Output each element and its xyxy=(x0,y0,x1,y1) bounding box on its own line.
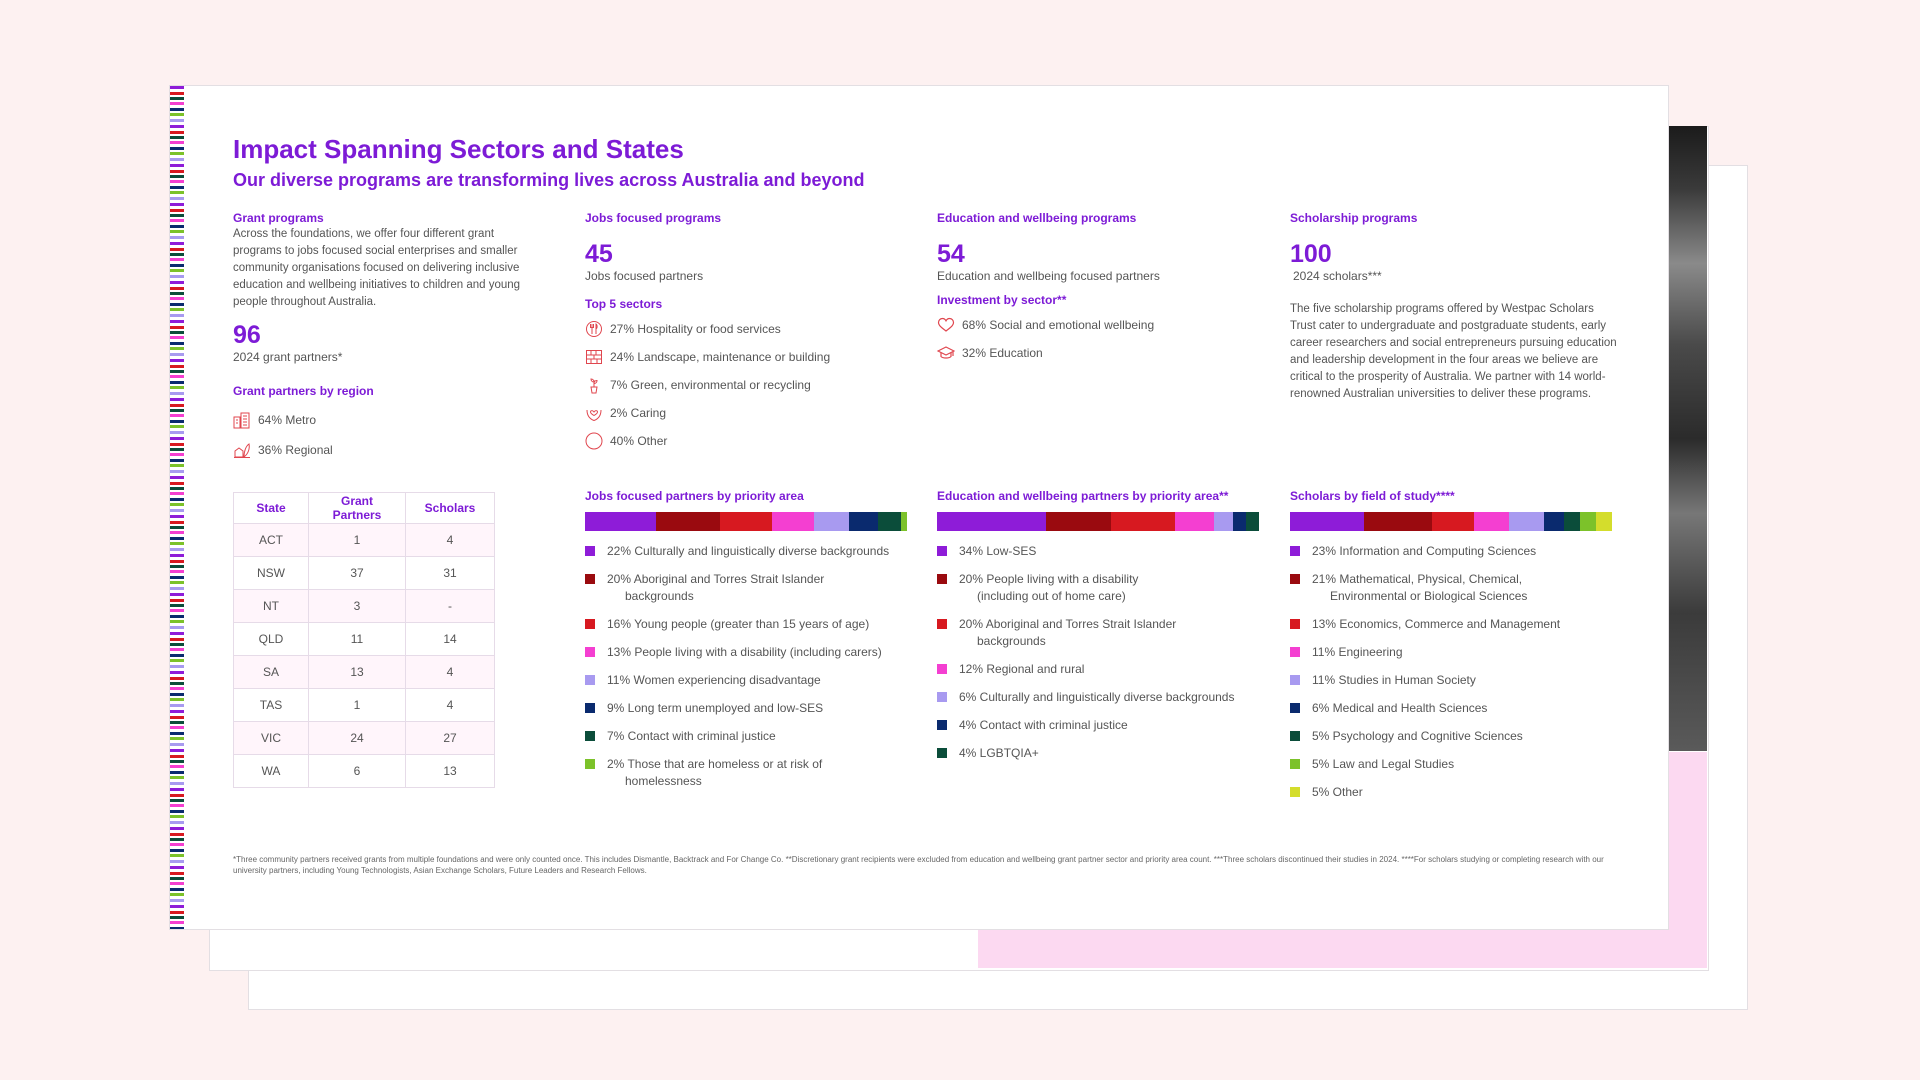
stacked-bar xyxy=(585,512,907,531)
footnote: *Three community partners received grants from multiple foundations and were only counted once. This includes Dismantle, Backtrack and For Change Co. **Discretionary grant recipients were excluded from education and wellbeing grant partner sector and priority area count. ***Three scholars discontinued their studies in 2024. ****For scholars studying or completing research with our university partners, including Young Technologists, Asian Exchange Scholars, Future Leaders and Research Fellows. xyxy=(233,855,1604,875)
legend-item xyxy=(1290,700,1612,717)
sector-label: 27% Hospitality or food services xyxy=(610,322,781,336)
legend-label-continued: (including out of home care) xyxy=(977,589,1126,603)
scholarship-programs-heading: Scholarship programs xyxy=(1290,211,1418,225)
bar-segment xyxy=(1364,512,1432,531)
bar-segment xyxy=(1564,512,1580,531)
table-cell: VIC xyxy=(234,722,309,755)
bar-segment xyxy=(1580,512,1596,531)
table-cell: SA xyxy=(234,656,309,689)
legend-text xyxy=(959,745,1039,762)
circle-icon xyxy=(585,432,603,450)
photo-strip xyxy=(1664,126,1707,751)
bar-segment xyxy=(901,512,907,531)
legend-item xyxy=(1290,644,1612,661)
table-header: Grant Partners xyxy=(309,493,406,524)
building-icon xyxy=(585,348,603,366)
table-cell: 1 xyxy=(309,689,406,722)
legend-label: 13% Economics, Commerce and Management xyxy=(1312,617,1561,631)
bar-segment xyxy=(1111,512,1175,531)
education-partners-label: Education and wellbeing focused partners xyxy=(937,269,1160,283)
legend-text xyxy=(607,616,869,633)
legend-item xyxy=(1290,756,1612,773)
table-row xyxy=(234,689,495,722)
legend-item xyxy=(937,745,1259,762)
legend-label-continued: homelessness xyxy=(625,774,702,788)
legend-label: 20% People living with a disability xyxy=(959,572,1139,586)
table-cell: 11 xyxy=(309,623,406,656)
legend-swatch xyxy=(937,720,947,730)
graduation-cap-icon xyxy=(937,344,955,362)
grant-programs-section xyxy=(233,210,543,465)
sector-row xyxy=(585,315,915,343)
legend-label: 22% Culturally and linguistically diverse backgrounds xyxy=(607,544,890,558)
bar-segment xyxy=(656,512,720,531)
legend-text xyxy=(959,616,1176,650)
region-row-metro xyxy=(233,405,543,435)
bar-segment xyxy=(720,512,772,531)
legend-label-continued: Environmental or Biological Sciences xyxy=(1330,589,1528,603)
legend-text xyxy=(607,672,821,689)
investment-heading: Investment by sector** xyxy=(937,293,1067,307)
legend-text xyxy=(959,571,1138,605)
legend-label: 21% Mathematical, Physical, Chemical, xyxy=(1312,572,1523,586)
grant-programs-description: Across the foundations, we offer four different grant programs to jobs focused social enterprises and smaller community organisations focused on delivering inclusive education and wellbeing initiatives to children and young people throughout Australia. xyxy=(233,228,521,308)
priority-heading: Jobs focused partners by priority area xyxy=(585,489,804,503)
legend-swatch xyxy=(1290,675,1300,685)
table-cell: NSW xyxy=(234,557,309,590)
table-row xyxy=(234,524,495,557)
table-cell: ACT xyxy=(234,524,309,557)
legend-label: 5% Psychology and Cognitive Sciences xyxy=(1312,729,1523,743)
sector-row xyxy=(585,427,915,455)
legend-text xyxy=(607,756,822,790)
table-header-row xyxy=(234,493,495,524)
legend-item xyxy=(937,616,1259,650)
legend-swatch xyxy=(937,664,947,674)
table-cell: WA xyxy=(234,755,309,788)
table-cell: 37 xyxy=(309,557,406,590)
legend-item xyxy=(937,661,1259,678)
education-priority-area xyxy=(937,488,1259,773)
legend-text xyxy=(607,543,889,560)
legend-item xyxy=(1290,672,1612,689)
legend-item xyxy=(1290,728,1612,745)
table-cell: 4 xyxy=(406,656,495,689)
legend-text xyxy=(1312,616,1560,633)
page-title: Impact Spanning Sectors and States xyxy=(233,134,684,164)
region-label: 36% Regional xyxy=(258,443,333,457)
legend-item xyxy=(1290,784,1612,801)
investment-row xyxy=(937,339,1267,367)
legend-text xyxy=(1312,756,1454,773)
grant-programs-heading: Grant programs xyxy=(233,211,324,225)
legend-swatch xyxy=(1290,574,1300,584)
legend-item xyxy=(585,756,907,790)
legend-text xyxy=(1312,543,1536,560)
regional-house-icon xyxy=(233,441,251,459)
page-subtitle: Our diverse programs are transforming lives across Australia and beyond xyxy=(233,170,865,190)
grant-partners-count: 96 xyxy=(233,321,261,349)
legend-swatch xyxy=(585,647,595,657)
bar-segment xyxy=(1046,512,1110,531)
sector-row xyxy=(585,343,915,371)
plant-icon xyxy=(585,376,603,394)
legend-item xyxy=(585,672,907,689)
grant-partners-label: 2024 grant partners* xyxy=(233,350,343,364)
table-header: Scholars xyxy=(406,493,495,524)
bar-segment xyxy=(937,512,1046,531)
table-cell: 13 xyxy=(309,656,406,689)
legend-swatch xyxy=(1290,619,1300,629)
legend-text xyxy=(959,543,1036,560)
legend-item xyxy=(585,571,907,605)
scholars-field-of-study xyxy=(1290,488,1612,812)
scholars-count: 100 xyxy=(1290,240,1332,268)
legend-swatch xyxy=(585,546,595,556)
legend-text xyxy=(1312,784,1363,801)
legend-label: 6% Medical and Health Sciences xyxy=(1312,701,1488,715)
legend-swatch xyxy=(1290,759,1300,769)
legend-label: 11% Engineering xyxy=(1312,645,1403,659)
legend-label: 16% Young people (greater than 15 years of age) xyxy=(607,617,870,631)
legend-text xyxy=(607,728,776,745)
legend-swatch xyxy=(937,619,947,629)
legend-swatch xyxy=(585,675,595,685)
legend-swatch xyxy=(937,546,947,556)
legend-text xyxy=(959,717,1128,734)
bar-segment xyxy=(1233,512,1246,531)
city-icon xyxy=(233,411,251,429)
bar-segment xyxy=(1474,512,1509,531)
table-cell: 14 xyxy=(406,623,495,656)
legend xyxy=(1290,543,1612,801)
slide xyxy=(169,85,1669,930)
heart-icon xyxy=(937,316,955,334)
investment-label: 32% Education xyxy=(962,346,1043,360)
legend-text xyxy=(607,571,824,605)
legend-swatch xyxy=(1290,647,1300,657)
bar-segment xyxy=(1246,512,1259,531)
legend-item xyxy=(1290,616,1612,633)
legend-item xyxy=(585,616,907,633)
bar-segment xyxy=(1175,512,1214,531)
jobs-programs-heading: Jobs focused programs xyxy=(585,211,722,225)
table-cell: 3 xyxy=(309,590,406,623)
table-cell: - xyxy=(406,590,495,623)
legend-label: 20% Aboriginal and Torres Strait Islander xyxy=(959,617,1177,631)
legend-label: 11% Women experiencing disadvantage xyxy=(607,673,821,687)
legend-swatch xyxy=(1290,703,1300,713)
education-programs-section xyxy=(937,210,1267,367)
stacked-bar xyxy=(937,512,1259,531)
table-cell: 24 xyxy=(309,722,406,755)
legend xyxy=(585,543,907,790)
legend-text xyxy=(1312,644,1403,661)
sector-label: 7% Green, environmental or recycling xyxy=(610,378,811,392)
legend-label: 2% Those that are homeless or at risk of xyxy=(607,757,823,771)
stacked-bar xyxy=(1290,512,1612,531)
table-row xyxy=(234,722,495,755)
bar-segment xyxy=(1290,512,1364,531)
legend-text xyxy=(1312,571,1527,605)
sector-row xyxy=(585,399,915,427)
legend-swatch xyxy=(937,748,947,758)
legend-label: 34% Low-SES xyxy=(959,544,1037,558)
scholarship-description: The five scholarship programs offered by Westpac Scholars Trust cater to undergraduate and postgraduate students, early career researchers and social entrepreneurs pursuing education and leadership development in the four areas we believe are critical to the prosperity of Australia. We partner with 14 world-renowned Australian universities to deliver these programs. xyxy=(1290,303,1617,400)
table-row xyxy=(234,623,495,656)
bar-segment xyxy=(772,512,814,531)
legend xyxy=(937,543,1259,762)
legend-label: 12% Regional and rural xyxy=(959,662,1085,676)
legend-label: 20% Aboriginal and Torres Strait Islander xyxy=(607,572,825,586)
legend-label-continued: backgrounds xyxy=(977,634,1046,648)
legend-item xyxy=(585,700,907,717)
education-partners-count: 54 xyxy=(937,240,965,268)
bar-segment xyxy=(585,512,656,531)
table-cell: 6 xyxy=(309,755,406,788)
table-row xyxy=(234,590,495,623)
legend-label: 6% Culturally and linguistically diverse backgrounds xyxy=(959,690,1235,704)
legend-label: 9% Long term unemployed and low-SES xyxy=(607,701,824,715)
legend-text xyxy=(1312,728,1523,745)
table-header: State xyxy=(234,493,309,524)
legend-text xyxy=(959,689,1234,706)
jobs-programs-section xyxy=(585,210,915,455)
legend-swatch xyxy=(585,619,595,629)
table-cell: QLD xyxy=(234,623,309,656)
slide-edge-decoration xyxy=(170,86,184,929)
legend-swatch xyxy=(585,703,595,713)
table-row xyxy=(234,557,495,590)
legend-swatch xyxy=(937,574,947,584)
legend-text xyxy=(1312,700,1487,717)
bar-segment xyxy=(1596,512,1612,531)
states-table xyxy=(233,492,495,788)
table-cell: 13 xyxy=(406,755,495,788)
bar-segment xyxy=(1432,512,1474,531)
legend-swatch xyxy=(585,574,595,584)
legend-label: 4% LGBTQIA+ xyxy=(959,746,1039,760)
bar-segment xyxy=(1544,512,1563,531)
legend-text xyxy=(959,661,1084,678)
scholars-label: 2024 scholars*** xyxy=(1293,269,1382,283)
legend-text xyxy=(1312,672,1476,689)
table-cell: 27 xyxy=(406,722,495,755)
jobs-partners-count: 45 xyxy=(585,240,613,268)
priority-heading: Education and wellbeing partners by priority area** xyxy=(937,489,1229,503)
legend-label: 5% Law and Legal Studies xyxy=(1312,757,1455,771)
jobs-partners-label: Jobs focused partners xyxy=(585,269,704,283)
legend-item xyxy=(937,689,1259,706)
table-cell: 31 xyxy=(406,557,495,590)
legend-item xyxy=(585,644,907,661)
caring-hands-icon xyxy=(585,404,603,422)
table-cell: 4 xyxy=(406,689,495,722)
education-programs-heading: Education and wellbeing programs xyxy=(937,211,1137,225)
sector-row xyxy=(585,371,915,399)
legend-label: 5% Other xyxy=(1312,785,1363,799)
legend-text xyxy=(607,644,882,661)
legend-swatch xyxy=(1290,787,1300,797)
legend-label: 23% Information and Computing Sciences xyxy=(1312,544,1537,558)
legend-swatch xyxy=(585,731,595,741)
legend-item xyxy=(937,571,1259,605)
jobs-priority-area xyxy=(585,488,907,801)
legend-label: 11% Studies in Human Society xyxy=(1312,673,1476,687)
scholarship-programs-section xyxy=(1290,210,1620,403)
bar-segment xyxy=(1214,512,1233,531)
legend-swatch xyxy=(1290,731,1300,741)
region-row-regional xyxy=(233,435,543,465)
legend-swatch xyxy=(1290,546,1300,556)
table-cell: TAS xyxy=(234,689,309,722)
legend-label: 4% Contact with criminal justice xyxy=(959,718,1128,732)
bar-segment xyxy=(878,512,901,531)
table-row xyxy=(234,755,495,788)
legend-item xyxy=(585,543,907,560)
bar-segment xyxy=(849,512,878,531)
region-label: 64% Metro xyxy=(258,413,317,427)
legend-label: 7% Contact with criminal justice xyxy=(607,729,776,743)
legend-item xyxy=(1290,571,1612,605)
sector-label: 2% Caring xyxy=(610,406,667,420)
table-cell: 1 xyxy=(309,524,406,557)
sector-label: 24% Landscape, maintenance or building xyxy=(610,350,831,364)
investment-row xyxy=(937,311,1267,339)
table-cell: NT xyxy=(234,590,309,623)
bar-segment xyxy=(1509,512,1544,531)
legend-item xyxy=(585,728,907,745)
legend-label-continued: backgrounds xyxy=(625,589,694,603)
legend-item xyxy=(1290,543,1612,560)
region-heading: Grant partners by region xyxy=(233,384,374,398)
legend-item xyxy=(937,543,1259,560)
priority-heading: Scholars by field of study**** xyxy=(1290,489,1455,503)
top-sectors-heading: Top 5 sectors xyxy=(585,297,663,311)
investment-label: 68% Social and emotional wellbeing xyxy=(962,318,1155,332)
legend-swatch xyxy=(937,692,947,702)
table-row xyxy=(234,656,495,689)
legend-label: 13% People living with a disability (including carers) xyxy=(607,645,882,659)
legend-item xyxy=(937,717,1259,734)
bar-segment xyxy=(814,512,849,531)
table-cell: 4 xyxy=(406,524,495,557)
food-icon xyxy=(585,320,603,338)
legend-swatch xyxy=(585,759,595,769)
legend-text xyxy=(607,700,823,717)
sector-label: 40% Other xyxy=(610,434,668,448)
